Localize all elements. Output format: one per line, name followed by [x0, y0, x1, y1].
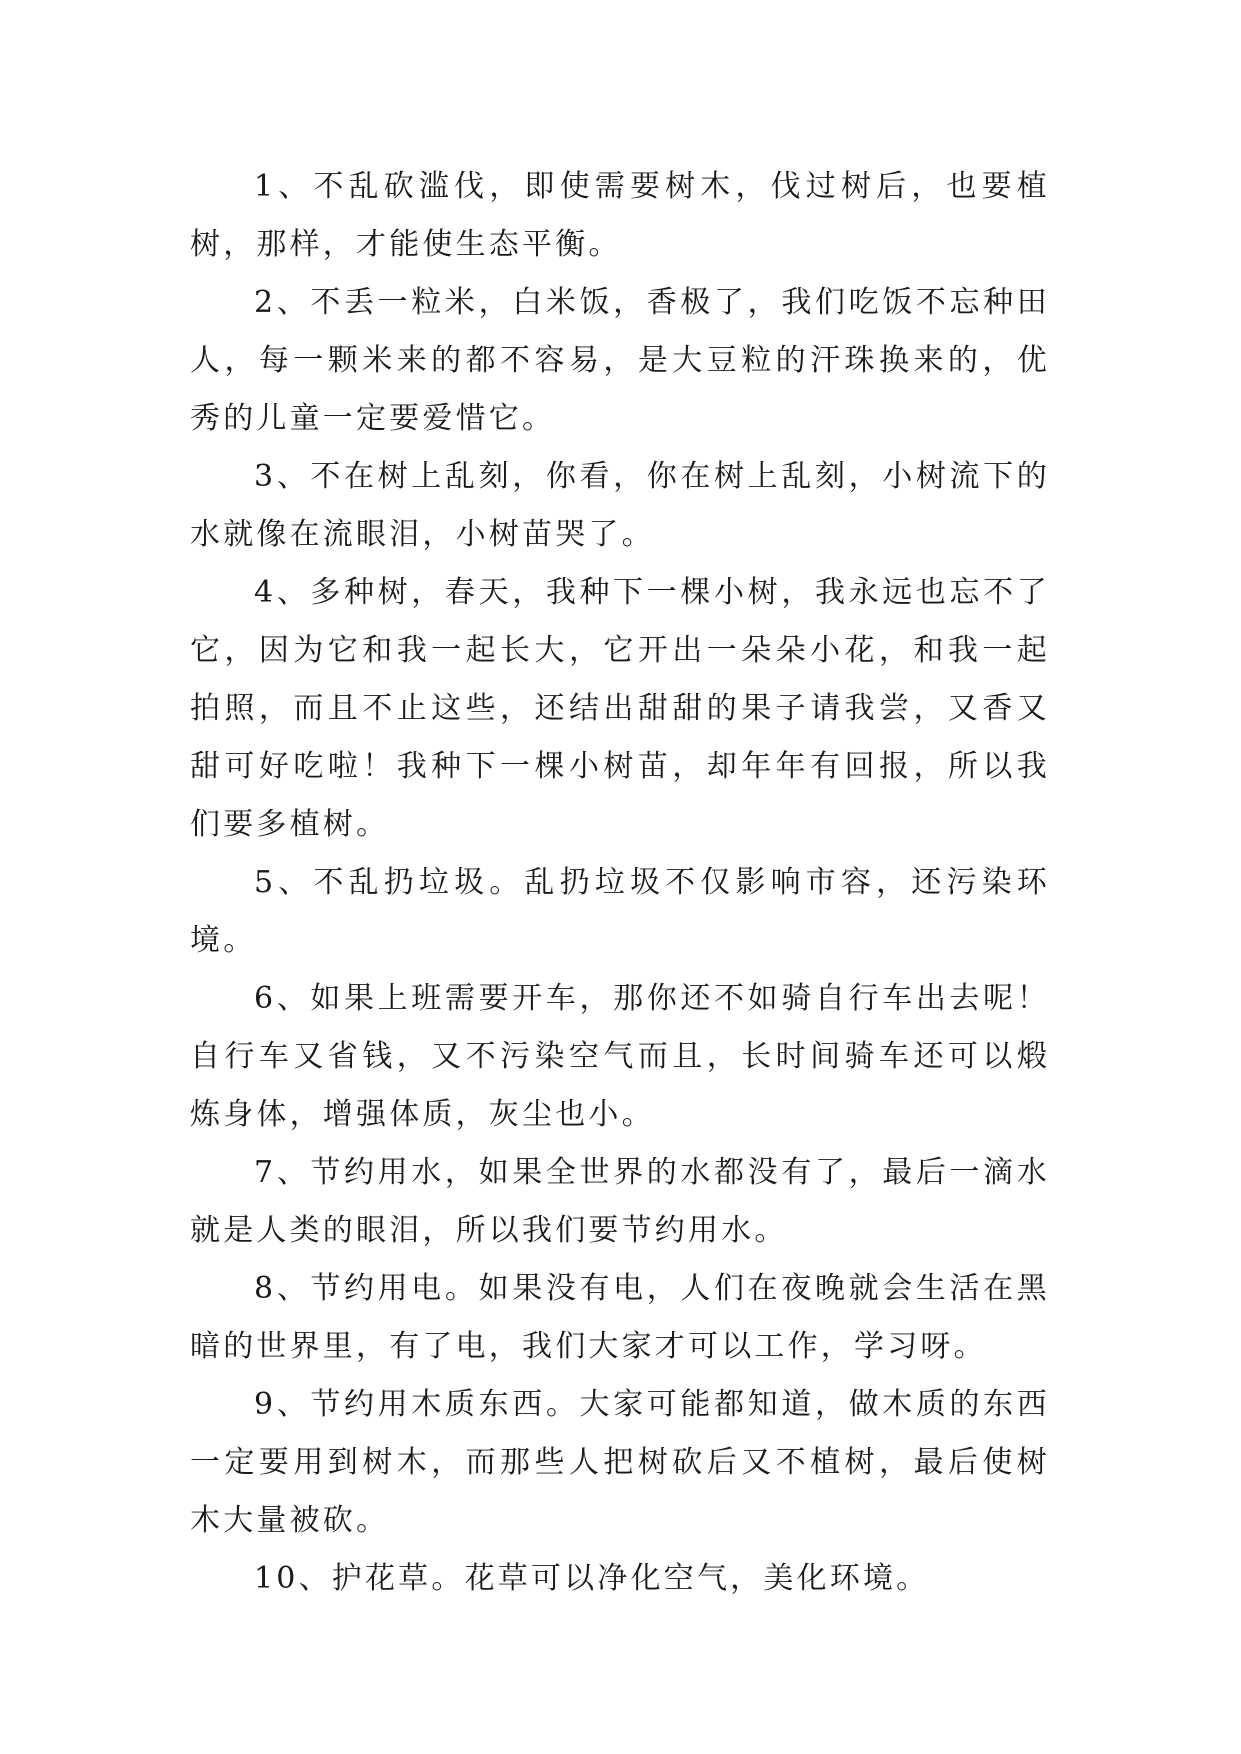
paragraph-6: 6、如果上班需要开车，那你还不如骑自行车出去呢！自行车又省钱，又不污染空气而且，长时间骑车还可以煅炼身体，增强体质，灰尘也小。	[190, 981, 1050, 1132]
document-body	[190, 158, 1050, 1608]
paragraph-2: 2、不丢一粒米，白米饭，香极了，我们吃饭不忘种田人，每一颗米来的都不容易，是大豆粒的汗珠换来的，优秀的儿童一定要爱惜它。	[190, 285, 1050, 436]
paragraph-8: 8、节约用电。如果没有电，人们在夜晚就会生活在黑暗的世界里，有了电，我们大家才可以工作，学习呀。	[190, 1271, 1050, 1364]
paragraph-10: 10、护花草。花草可以净化空气，美化环境。	[254, 1561, 930, 1596]
paragraph-4: 4、多种树，春天，我种下一棵小树，我永远也忘不了它，因为它和我一起长大，它开出一朵朵小花，和我一起拍照，而且不止这些，还结出甜甜的果子请我尝，又香又甜可好吃啦！我种下一棵小树苗，却年年有回报，所以我们要多植树。	[190, 575, 1050, 842]
paragraph-3: 3、不在树上乱刻，你看，你在树上乱刻，小树流下的水就像在流眼泪，小树苗哭了。	[190, 459, 1050, 552]
paragraph-1: 1、不乱砍滥伐，即使需要树木，伐过树后，也要植树，那样，才能使生态平衡。	[190, 169, 1050, 262]
paragraph-5: 5、不乱扔垃圾。乱扔垃圾不仅影响市容，还污染环境。	[190, 865, 1050, 958]
paragraph-9: 9、节约用木质东西。大家可能都知道，做木质的东西一定要用到树木，而那些人把树砍后又不植树，最后使树木大量被砍。	[190, 1387, 1050, 1538]
paragraph-7: 7、节约用水，如果全世界的水都没有了，最后一滴水就是人类的眼泪，所以我们要节约用水。	[190, 1155, 1050, 1248]
